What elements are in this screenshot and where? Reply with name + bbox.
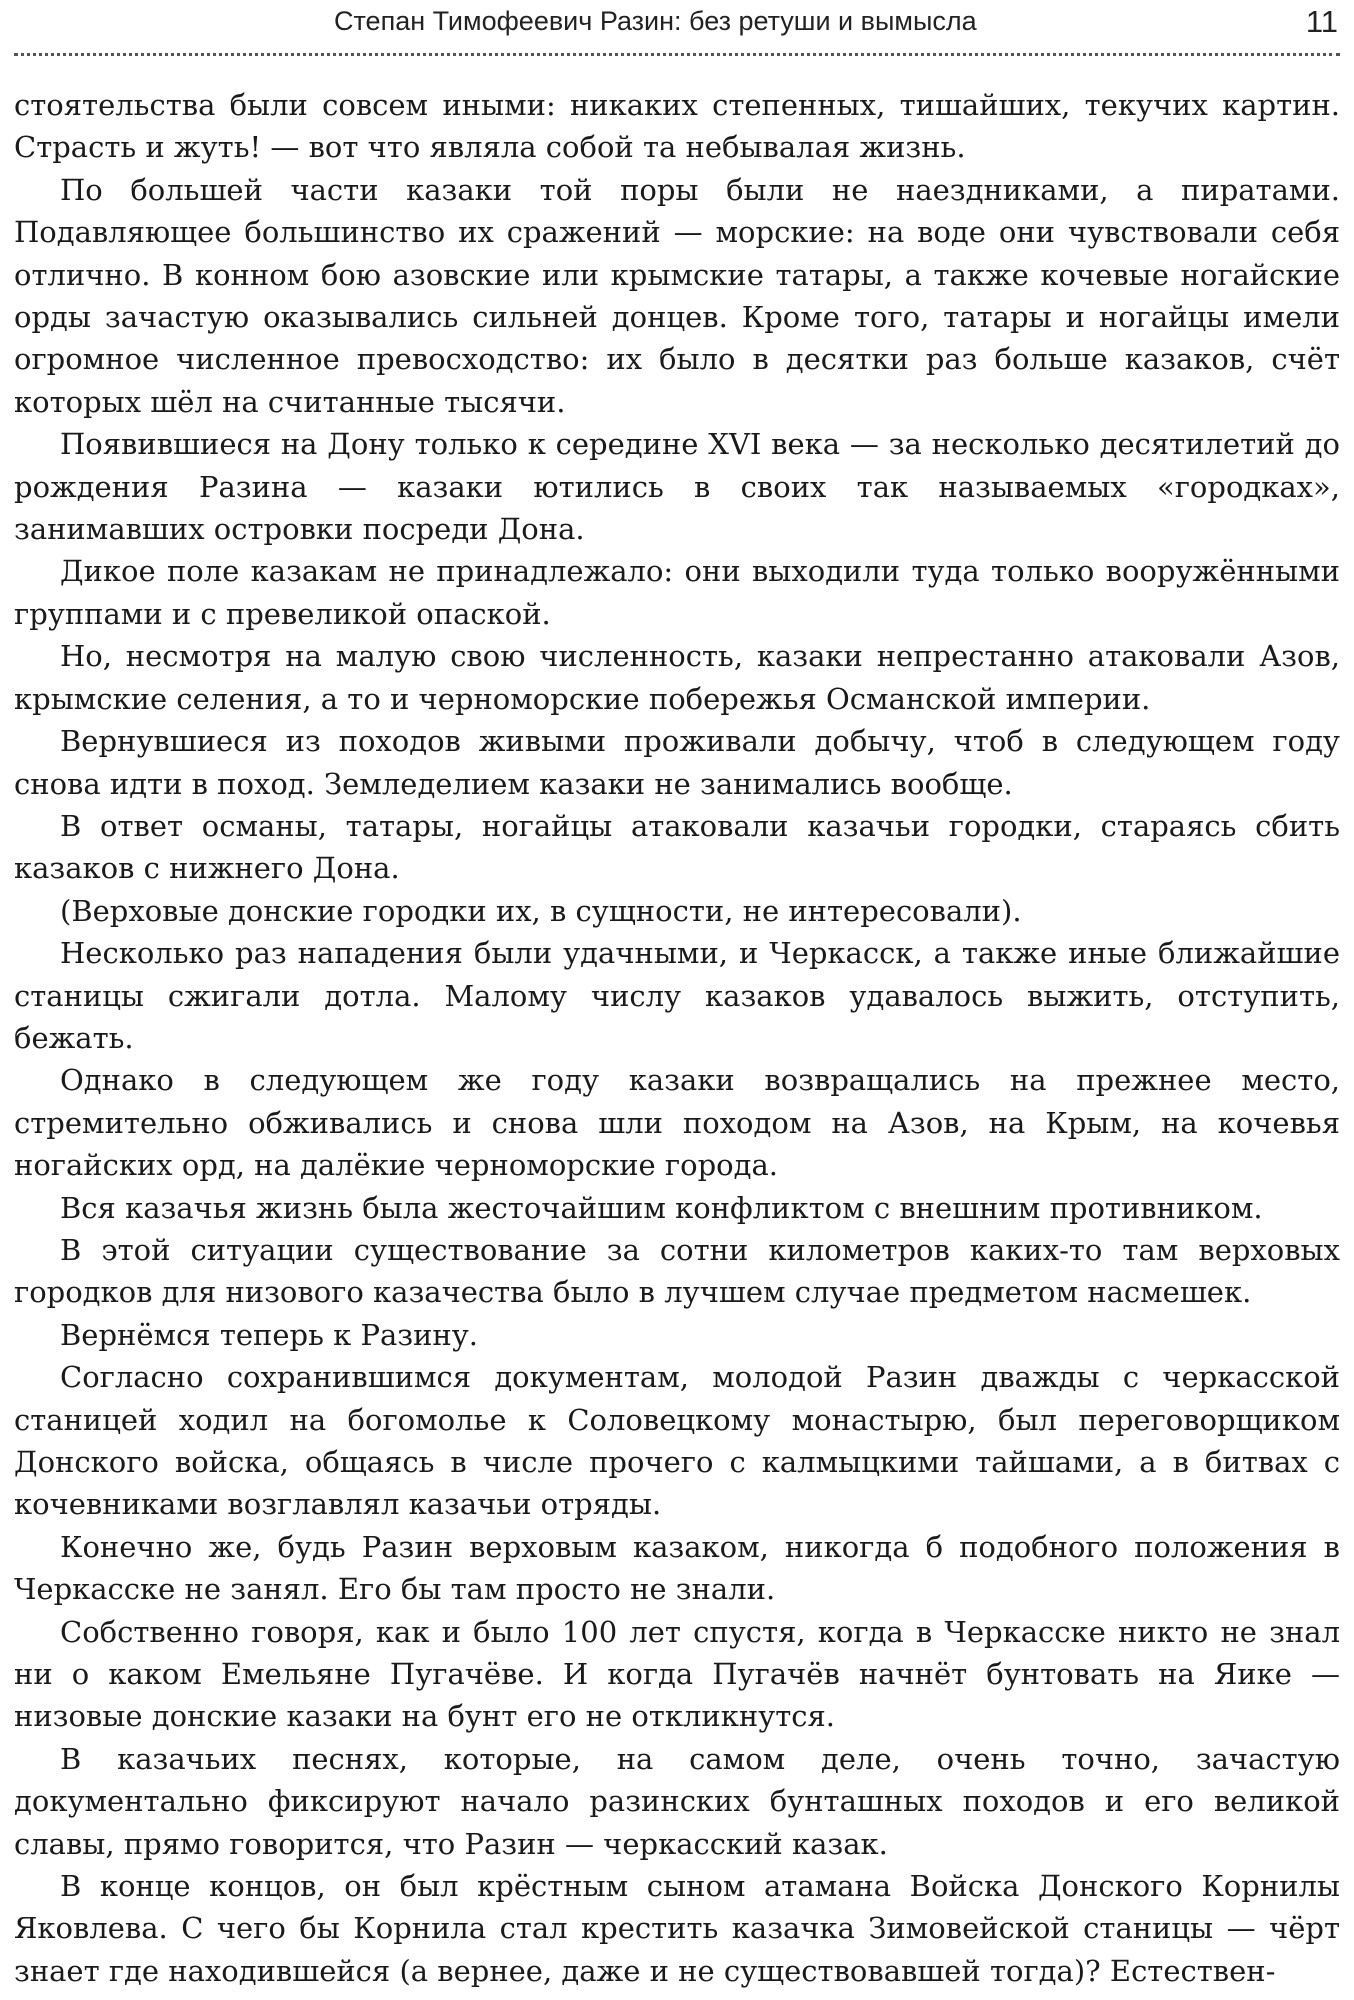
page-body-text: [14, 84, 1340, 1992]
running-header: [14, 0, 1340, 56]
paragraph: (Верховые донские городки их, в сущности, не интересовали).: [60, 893, 1022, 928]
page-number: 11: [1305, 4, 1338, 39]
paragraph: В казачьих песнях, которые, на самом деле, очень точно, зачастую документально фиксируют начало разинских бунташных походов и его великой славы, прямо говорится, что Разин — черкасский казак.: [14, 1741, 1340, 1861]
paragraph: Вернувшиеся из походов живыми проживали добычу, чтоб в следующем году снова идти в поход. Земледелием казаки не занимались вообще.: [14, 724, 1340, 801]
paragraph: По большей части казаки той поры были не наездниками, а пиратами. Подавляющее большинство их сражений — морские: на воде они чувствовали себя отлично. В конном бою азовские или крымские татары, а также кочевые ногайские орды зачастую оказывались сильней донцев. Кроме того, татары и ногайцы имели огромное численное превосходство: их было в десятки раз больше казаков, счёт которых шёл на считанные тысячи.: [14, 172, 1340, 419]
paragraph-continued: стоятельства были совсем иными: никаких степенных, тишайших, текучих картин. Страсть и жуть! — вот что являла собой та небывалая жизнь.: [14, 88, 1340, 165]
paragraph: Вся казачья жизнь была жесточайшим конфликтом с внешним противником.: [60, 1190, 1263, 1225]
paragraph: В этой ситуации существование за сотни километров каких-то там верховых городков для низового казачества было в лучшем случае предметом насмешек.: [14, 1232, 1340, 1310]
paragraph: Дикое поле казакам не принадлежало: они выходили туда только вооружёнными группами и с превеликой опаской.: [14, 554, 1340, 631]
paragraph: Собственно говоря, как и было 100 лет спустя, когда в Черкасске никто не знал ни о каком Емельяне Пугачёве. И когда Пугачёв начнёт бунтовать на Яике — низовые донские казаки на бунт его не откликнутся.: [14, 1614, 1340, 1734]
running-title: Степан Тимофеевич Разин: без ретуши и вымысла: [334, 6, 977, 36]
paragraph: Конечно же, будь Разин верховым казаком, никогда б подобного положения в Черкасске не занял. Его бы там просто не знали.: [14, 1529, 1340, 1607]
paragraph: Несколько раз нападения были удачными, и Черкасск, а также иные ближайшие станицы сжигали дотла. Малому числу казаков удавалось выжить, отступить, бежать.: [14, 936, 1340, 1055]
paragraph: Вернёмся теперь к Разину.: [60, 1317, 479, 1352]
paragraph: Но, несмотря на малую свою численность, казаки непрестанно атаковали Азов, крымские селения, а то и черноморские побережья Османской империи.: [14, 639, 1340, 716]
paragraph: В конце концов, он был крёстным сыном атамана Войска Донского Корнилы Яковлева. С чего бы Корнила стал крестить казачка Зимовейской станицы — чёрт знает где находившейся (а вернее, даже и не существовавшей тогда)? Естествен-: [14, 1869, 1340, 1988]
paragraph: В ответ османы, татары, ногайцы атаковали казачьи городки, стараясь сбить казаков с нижнего Дона.: [14, 808, 1340, 886]
paragraph: Согласно сохранившимся документам, молодой Разин дважды с черкасской станицей ходил на богомолье к Соловецкому монастырю, был переговорщиком Донского войска, общаясь в числе прочего с калмыцкими тайшами, а в битвах с кочевниками возглавлял казачьи отряды.: [14, 1360, 1340, 1522]
paragraph: Однако в следующем же году казаки возвращались на прежнее место, стремительно обживались и снова шли походом на Азов, на Крым, на кочевья ногайских орд, на далёкие черноморские города.: [14, 1063, 1340, 1183]
paragraph: Появившиеся на Дону только к середине XVI века — за несколько десятилетий до рождения Разина — казаки ютились в своих так называемых «городках», занимавших островки посреди Дона.: [14, 427, 1340, 547]
